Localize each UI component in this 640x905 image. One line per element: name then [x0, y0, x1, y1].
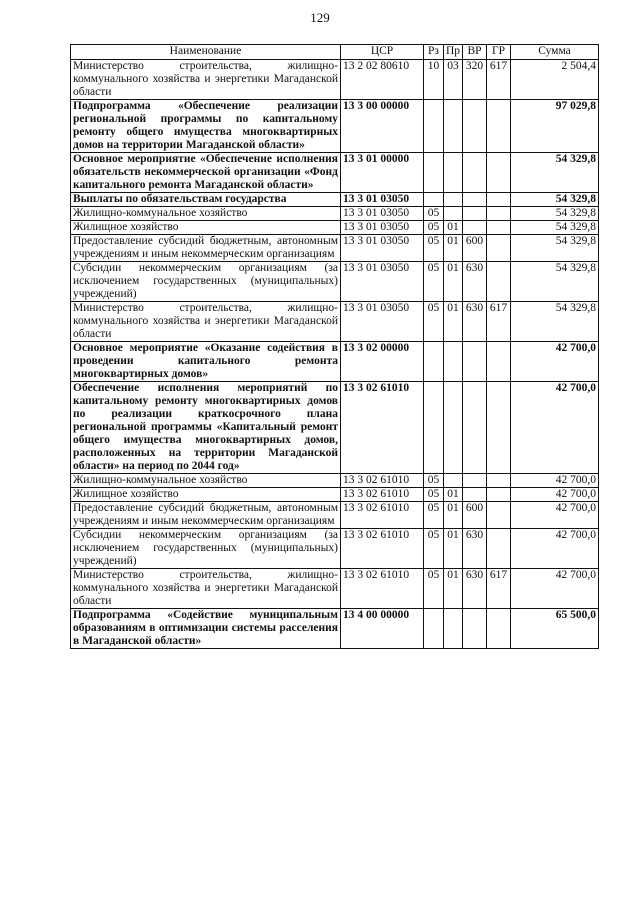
table-row [71, 207, 599, 221]
row-rz-code: 05 [424, 529, 444, 569]
row-sum: 42 700,0 [511, 474, 599, 488]
header-sum: Сумма [511, 45, 599, 60]
row-csr-code: 13 3 01 03050 [341, 221, 424, 235]
row-csr-code: 13 2 02 80610 [341, 60, 424, 100]
row-csr-code: 13 3 02 61010 [341, 569, 424, 609]
row-pr-code [444, 207, 463, 221]
row-sum: 54 329,8 [511, 193, 599, 207]
row-rz-code: 05 [424, 235, 444, 262]
row-rz-code: 05 [424, 502, 444, 529]
row-name: Основное мероприятие «Оказание содействия в проведении капитального ремонта многоквартирных домов» [71, 342, 341, 382]
row-csr-code: 13 3 01 03050 [341, 207, 424, 221]
row-gr-code [487, 262, 511, 302]
row-csr-code: 13 3 01 03050 [341, 235, 424, 262]
header-vr: ВР [463, 45, 487, 60]
row-vr-code [463, 609, 487, 649]
header-gr: ГР [487, 45, 511, 60]
row-sum: 42 700,0 [511, 342, 599, 382]
row-pr-code [444, 609, 463, 649]
row-pr-code: 01 [444, 262, 463, 302]
row-rz-code: 05 [424, 302, 444, 342]
row-pr-code: 03 [444, 60, 463, 100]
row-gr-code: 617 [487, 302, 511, 342]
row-vr-code [463, 207, 487, 221]
row-name: Жилищное хозяйство [71, 488, 341, 502]
table-row [71, 529, 599, 569]
row-rz-code: 10 [424, 60, 444, 100]
row-csr-code: 13 3 02 61010 [341, 488, 424, 502]
row-sum: 42 700,0 [511, 502, 599, 529]
row-name: Предоставление субсидий бюджетным, автономным учреждениям и иным некоммерческим организациям [71, 502, 341, 529]
row-gr-code [487, 221, 511, 235]
row-vr-code [463, 382, 487, 474]
row-name: Министерство строительства, жилищно-коммунального хозяйства и энергетики Магаданской области [71, 302, 341, 342]
row-gr-code [487, 193, 511, 207]
row-name: Жилищное хозяйство [71, 221, 341, 235]
row-csr-code: 13 3 00 00000 [341, 100, 424, 153]
table-row [71, 609, 599, 649]
row-vr-code [463, 193, 487, 207]
header-csr: ЦСР [341, 45, 424, 60]
row-name: Министерство строительства, жилищно-коммунального хозяйства и энергетики Магаданской области [71, 569, 341, 609]
row-rz-code: 05 [424, 262, 444, 302]
row-csr-code: 13 4 00 00000 [341, 609, 424, 649]
row-pr-code: 01 [444, 569, 463, 609]
row-name: Основное мероприятие «Обеспечение исполнения обязательств некоммерческой организации «Фонд капитального ремонта Магаданской области» [71, 153, 341, 193]
row-csr-code: 13 3 02 61010 [341, 502, 424, 529]
row-sum: 97 029,8 [511, 100, 599, 153]
table-row [71, 193, 599, 207]
table-row [71, 569, 599, 609]
row-sum: 54 329,8 [511, 153, 599, 193]
row-pr-code [444, 100, 463, 153]
row-pr-code [444, 474, 463, 488]
row-vr-code [463, 221, 487, 235]
row-name: Министерство строительства, жилищно-коммунального хозяйства и энергетики Магаданской области [71, 60, 341, 100]
row-rz-code [424, 153, 444, 193]
row-name: Жилищно-коммунальное хозяйство [71, 474, 341, 488]
row-sum: 65 500,0 [511, 609, 599, 649]
row-name: Подпрограмма «Содействие муниципальным образованиям в оптимизации системы расселения в Магаданской области» [71, 609, 341, 649]
row-rz-code [424, 609, 444, 649]
row-pr-code: 01 [444, 235, 463, 262]
table-row [71, 60, 599, 100]
row-csr-code: 13 3 02 61010 [341, 474, 424, 488]
header-rz: Рз [424, 45, 444, 60]
table-row [71, 235, 599, 262]
row-rz-code [424, 193, 444, 207]
row-vr-code: 600 [463, 502, 487, 529]
row-vr-code: 320 [463, 60, 487, 100]
row-sum: 42 700,0 [511, 569, 599, 609]
row-gr-code [487, 529, 511, 569]
row-gr-code [487, 609, 511, 649]
row-pr-code [444, 382, 463, 474]
row-vr-code [463, 100, 487, 153]
row-csr-code: 13 3 01 03050 [341, 262, 424, 302]
row-rz-code [424, 382, 444, 474]
row-gr-code [487, 382, 511, 474]
row-csr-code: 13 3 02 00000 [341, 342, 424, 382]
table-row [71, 502, 599, 529]
row-sum: 54 329,8 [511, 302, 599, 342]
row-gr-code [487, 488, 511, 502]
row-sum: 42 700,0 [511, 529, 599, 569]
row-gr-code [487, 207, 511, 221]
row-name: Жилищно-коммунальное хозяйство [71, 207, 341, 221]
row-gr-code: 617 [487, 60, 511, 100]
row-name: Обеспечение исполнения мероприятий по капитальному ремонту многоквартирных домов по реализации краткосрочного плана региональной программы «Капитальный ремонт общего имущества многоквартирных домов, расположенных на территории Магаданской области» на период по 2044 год» [71, 382, 341, 474]
table-header-row [71, 45, 599, 60]
row-csr-code: 13 3 02 61010 [341, 382, 424, 474]
row-vr-code [463, 342, 487, 382]
table-row [71, 474, 599, 488]
row-sum: 54 329,8 [511, 235, 599, 262]
table-body [71, 60, 599, 649]
row-sum: 54 329,8 [511, 207, 599, 221]
row-gr-code [487, 153, 511, 193]
row-vr-code: 600 [463, 235, 487, 262]
row-gr-code [487, 342, 511, 382]
row-csr-code: 13 3 02 61010 [341, 529, 424, 569]
table-row [71, 153, 599, 193]
row-csr-code: 13 3 01 03050 [341, 302, 424, 342]
row-vr-code [463, 474, 487, 488]
row-rz-code: 05 [424, 569, 444, 609]
row-name: Предоставление субсидий бюджетным, автономным учреждениям и иным некоммерческим организациям [71, 235, 341, 262]
table-row [71, 382, 599, 474]
row-vr-code: 630 [463, 262, 487, 302]
row-gr-code: 617 [487, 569, 511, 609]
table-row [71, 221, 599, 235]
row-vr-code: 630 [463, 529, 487, 569]
row-pr-code: 01 [444, 221, 463, 235]
row-name: Выплаты по обязательствам государства [71, 193, 341, 207]
row-pr-code: 01 [444, 529, 463, 569]
row-pr-code [444, 153, 463, 193]
row-sum: 54 329,8 [511, 262, 599, 302]
table-row [71, 100, 599, 153]
row-csr-code: 13 3 01 03050 [341, 193, 424, 207]
row-rz-code [424, 100, 444, 153]
row-sum: 42 700,0 [511, 382, 599, 474]
row-vr-code [463, 153, 487, 193]
row-rz-code: 05 [424, 207, 444, 221]
row-vr-code: 630 [463, 302, 487, 342]
row-sum: 2 504,4 [511, 60, 599, 100]
header-pr: Пр [444, 45, 463, 60]
row-rz-code: 05 [424, 221, 444, 235]
row-name: Субсидии некоммерческим организациям (за исключением государственных (муниципальных) учреждений) [71, 262, 341, 302]
row-vr-code: 630 [463, 569, 487, 609]
row-rz-code [424, 342, 444, 382]
row-rz-code: 05 [424, 474, 444, 488]
row-vr-code [463, 488, 487, 502]
row-gr-code [487, 474, 511, 488]
row-pr-code [444, 342, 463, 382]
table-row [71, 302, 599, 342]
row-pr-code: 01 [444, 502, 463, 529]
row-sum: 42 700,0 [511, 488, 599, 502]
row-csr-code: 13 3 01 00000 [341, 153, 424, 193]
row-gr-code [487, 235, 511, 262]
row-name: Субсидии некоммерческим организациям (за исключением государственных (муниципальных) учреждений) [71, 529, 341, 569]
row-name: Подпрограмма «Обеспечение реализации региональной программы по капитальному ремонту общего имущества многоквартирных домов на территории Магаданской области» [71, 100, 341, 153]
row-gr-code [487, 100, 511, 153]
row-pr-code [444, 193, 463, 207]
budget-table [70, 44, 599, 649]
row-pr-code: 01 [444, 302, 463, 342]
table-row [71, 262, 599, 302]
row-sum: 54 329,8 [511, 221, 599, 235]
row-rz-code: 05 [424, 488, 444, 502]
table-row [71, 342, 599, 382]
row-pr-code: 01 [444, 488, 463, 502]
header-name: Наименование [71, 45, 341, 60]
row-gr-code [487, 502, 511, 529]
table-row [71, 488, 599, 502]
page-number: 129 [310, 10, 330, 25]
